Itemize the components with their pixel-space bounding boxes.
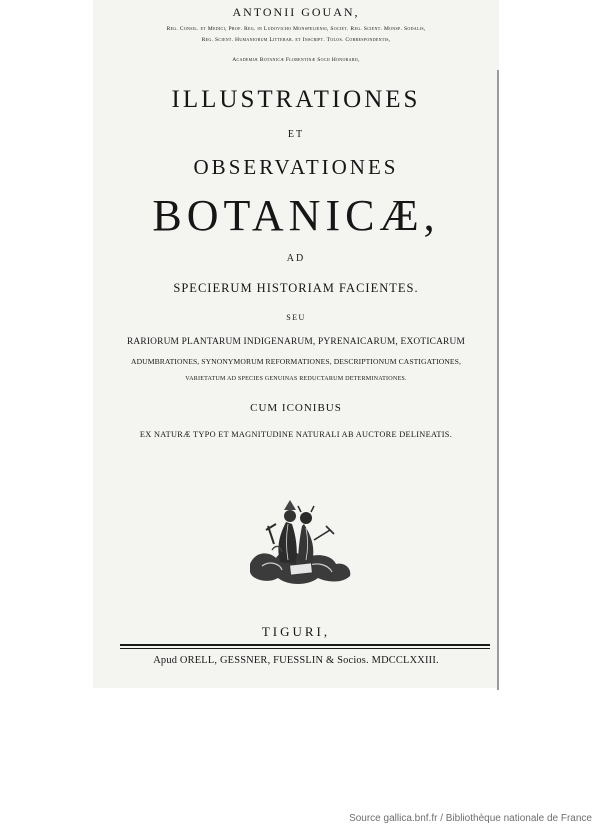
subtitle-line-2: RARIORUM PLANTARUM INDIGENARUM, PYRENAICARUM, EXOTICARUM xyxy=(126,337,466,347)
subtitle-line-4: VARIETATUM AD SPECIES GENUINAS REDUCTARUM DETERMINATIONES. xyxy=(185,376,407,382)
source-attribution: Source gallica.bnf.fr / Bibliothèque nationale de France xyxy=(349,813,592,824)
affiliation-line-1: Reg. Consil. et Medici, Prof. Reg. in Ludovicho Monspeliensi, Societ. Reg. Scient. Monsp. Sodalis, xyxy=(166,26,426,32)
main-title-line-3: BOTANICÆ, xyxy=(152,191,440,240)
imprint-line: Apud ORELL, GESSNER, FUESSLIN & Socios. MDCCLXXIII. xyxy=(153,655,439,666)
double-rule-thick xyxy=(120,644,490,646)
subtitle-line-1: SPECIERUM HISTORIAM FACIENTES. xyxy=(173,281,419,295)
place-of-publication: TIGURI, xyxy=(261,624,331,639)
subtitle-line-3: ADUMBRATIONES, SYNONYMORUM REFORMATIONES, DESCRIPTIONUM CASTIGATIONES, xyxy=(131,357,461,366)
author-name: ANTONII GOUAN, xyxy=(232,5,360,19)
double-rule-thin xyxy=(120,648,490,649)
subtitle-line-5: EX NATURÆ TYPO ET MAGNITUDINE NATURALI AB AUCTORE DELINEATIS. xyxy=(139,430,453,439)
affiliation-line-2: Reg. Scient. Humaniorum Litterar. et Inscript. Tolos. Correspondentis, xyxy=(201,37,391,43)
cum-iconibus-line: CUM ICONIBUS xyxy=(250,402,342,414)
main-title-line-2: OBSERVATIONES xyxy=(193,155,399,179)
title-preposition: AD xyxy=(286,253,306,264)
title-conjunction: ET xyxy=(287,129,305,140)
subtitle-conjunction: SEU xyxy=(286,313,306,322)
affiliation-line-3: Academiæ Botanicæ Florentinæ Socii Honorarii, xyxy=(232,57,360,63)
main-title-line-1: ILLUSTRATIONES xyxy=(171,86,421,113)
allegorical-vignette-engraving xyxy=(246,480,356,590)
